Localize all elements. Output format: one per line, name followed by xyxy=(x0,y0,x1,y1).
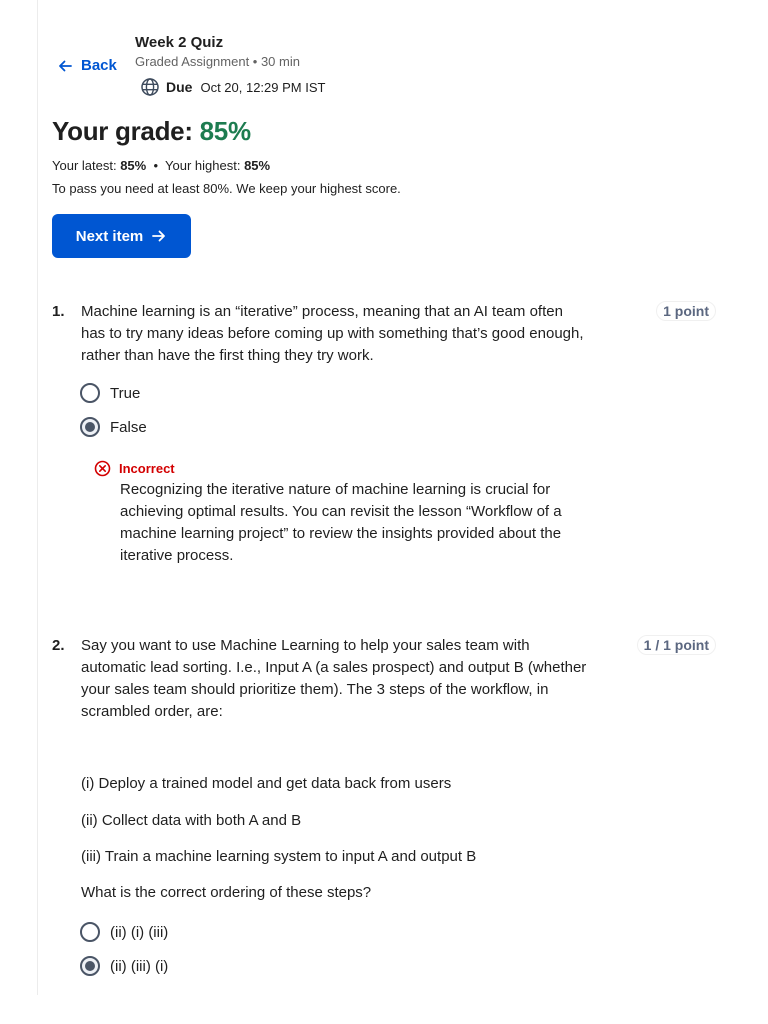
quiz-title: Week 2 Quiz xyxy=(135,34,224,51)
grade-heading xyxy=(52,116,251,147)
radio-button[interactable] xyxy=(80,383,100,403)
workflow-step: (ii) Collect data with both A and B xyxy=(81,812,302,829)
question-number: 2. xyxy=(52,637,65,654)
due-label: Due xyxy=(166,79,193,95)
points-badge: 1 point xyxy=(656,301,716,321)
question-prompt: What is the correct ordering of these steps? xyxy=(81,884,372,901)
content-divider xyxy=(37,0,38,995)
workflow-step: (iii) Train a machine learning system to input A and output B xyxy=(81,848,477,865)
back-label: Back xyxy=(81,57,117,74)
points-badge: 1 / 1 point xyxy=(637,635,716,655)
latest-value: 85% xyxy=(120,158,147,173)
score-separator: • xyxy=(153,158,159,173)
feedback-panel xyxy=(94,460,574,567)
next-item-button[interactable] xyxy=(52,214,191,258)
option-label: (ii) (i) (iii) xyxy=(110,923,169,941)
radio-button-selected[interactable] xyxy=(80,956,100,976)
due-date: Oct 20, 12:29 PM IST xyxy=(200,79,326,95)
option-label: (ii) (iii) (i) xyxy=(110,957,169,975)
radio-button-selected[interactable] xyxy=(80,417,100,437)
workflow-step: (i) Deploy a trained model and get data back from users xyxy=(81,775,452,792)
latest-label: Your latest: xyxy=(52,158,117,173)
back-link[interactable] xyxy=(57,57,117,74)
pass-note: To pass you need at least 80%. We keep your highest score. xyxy=(52,181,401,196)
quiz-subtitle: Graded Assignment • 30 min xyxy=(135,54,300,69)
highest-label: Your highest: xyxy=(165,158,241,173)
arrow-left-icon xyxy=(57,58,73,74)
feedback-text: Recognizing the iterative nature of machine learning is crucial for achieving optimal results. You can revisit the lesson “Workflow of a machine learning project” to review the insights provided about the iterative process. xyxy=(120,481,562,564)
radio-button[interactable] xyxy=(80,922,100,942)
next-item-label: Next item xyxy=(75,227,144,245)
quiz-info xyxy=(135,33,325,98)
option-true[interactable] xyxy=(80,383,140,403)
option-ii-i-iii[interactable] xyxy=(80,922,168,942)
option-false[interactable] xyxy=(80,417,147,437)
score-summary xyxy=(52,158,270,173)
arrow-right-icon xyxy=(151,228,167,244)
due-row xyxy=(140,76,325,98)
option-label: True xyxy=(110,384,141,402)
question-text: Say you want to use Machine Learning to help your sales team with automatic lead sorting. I.e., Input A (a sales prospect) and output B (whether your sales team should prioritize them). The 3 steps of the workflow, in scrambled order, are: xyxy=(81,637,587,720)
x-circle-icon xyxy=(94,460,111,477)
grade-value: 85% xyxy=(199,116,251,146)
question-number: 1. xyxy=(52,303,65,320)
option-ii-iii-i[interactable] xyxy=(80,956,168,976)
option-label: False xyxy=(110,418,147,436)
grade-prefix: Your grade: xyxy=(52,116,193,146)
feedback-status: Incorrect xyxy=(119,461,175,476)
feedback-header xyxy=(94,460,574,477)
question-text: Machine learning is an “iterative” process, meaning that an AI team often has to try many ideas before coming up with something that’s good enough, rather than have the first thing they try work. xyxy=(81,303,584,364)
highest-value: 85% xyxy=(244,158,271,173)
globe-icon xyxy=(140,77,160,97)
